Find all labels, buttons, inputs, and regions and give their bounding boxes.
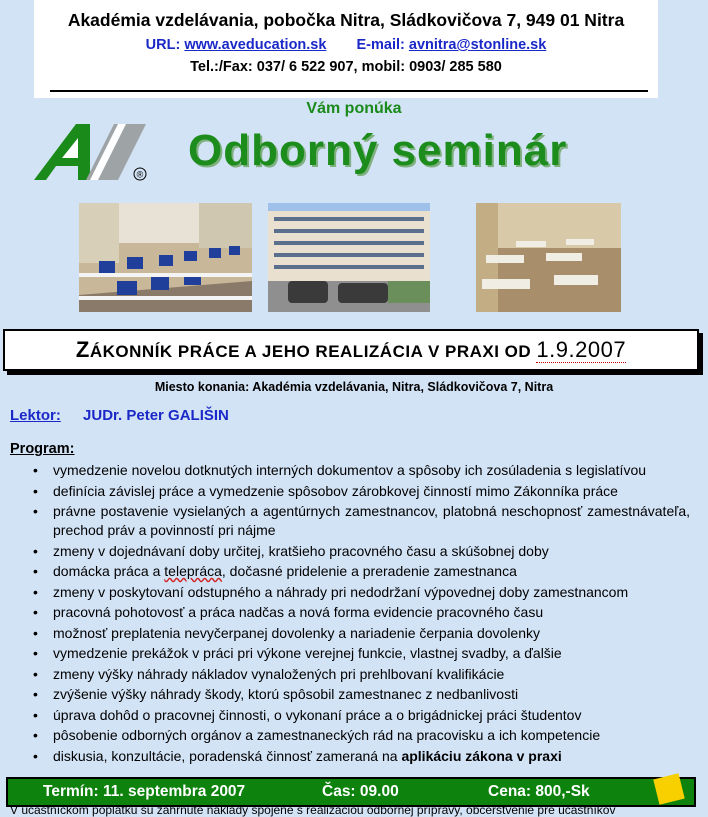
url-link[interactable]: www.aveducation.sk bbox=[184, 37, 327, 53]
header-box bbox=[34, 0, 658, 98]
page-title: Odborný seminár bbox=[188, 126, 568, 175]
list-item: • definícia závislej práce a vymedzenie spôsobov zárobkovej činností mimo Zákonníka práce bbox=[33, 482, 618, 499]
lecturer bbox=[10, 407, 229, 424]
topic-text: ÁKONNÍK PRÁCE A JEHO REALIZÁCIA V PRAXI OD bbox=[89, 342, 537, 361]
seminar-topic bbox=[3, 329, 699, 371]
event-time: Čas: 09.00 bbox=[322, 783, 399, 800]
fee-note: V účastníckom poplatku sú zahrnuté náklady spojené s realizáciou odbornej prípravy, občerstvenie pre účastníkov bbox=[10, 803, 616, 817]
av-logo bbox=[34, 122, 150, 184]
lecturer-label: Lektor: bbox=[10, 407, 61, 424]
list-item: • pracovná pohotovosť a práca nadčas a nová forma evidencie pracovného času bbox=[33, 604, 544, 620]
topic-initial: Z bbox=[75, 337, 90, 362]
phone-line: Tel.:/Fax: 037/ 6 522 907, mobil: 0903/ 285 580 bbox=[190, 59, 502, 75]
building-photo bbox=[268, 203, 430, 312]
registered-mark: ® bbox=[136, 169, 144, 180]
list-item: • vymedzenie prekážok v práci pri výkone verejnej funkcie, vlastnej svadby, a ďalšie bbox=[33, 645, 562, 661]
program-list bbox=[0, 461, 700, 767]
email-link[interactable]: avnitra@stonline.sk bbox=[408, 37, 547, 53]
lecturer-name: JUDr. Peter GALIŠIN bbox=[83, 407, 229, 424]
list-item: • zmeny v dojednávaní doby určitej, kratšieho pracovného času a skúšobnej doby bbox=[33, 542, 549, 559]
venue: Miesto konania: Akadémia vzdelávania, Nitra, Sládkovičova 7, Nitra bbox=[154, 380, 554, 394]
list-item: • vymedzenie novelou dotknutých interných dokumentov a spôsoby ich zosúladenia s legislatívou bbox=[33, 462, 647, 478]
list-item: • pôsobenie odborných orgánov a zamestnaneckých rád na pracovisku a ich kompetencie bbox=[33, 727, 601, 743]
program-heading: Program: bbox=[10, 441, 75, 457]
email-label: E-mail: bbox=[356, 37, 405, 53]
list-item: • diskusia, konzultácie, poradenská činnosť zameraná na aplikáciu zákona v praxi bbox=[33, 747, 562, 764]
lecture-room-photo bbox=[476, 203, 621, 312]
list-item: • právne postavenie vysielaných a agentúrnych zamestnancov, platobná neschopnosť zamestnávateľa, prechod práv a povinností pri nájme bbox=[33, 503, 690, 538]
offer-text: Vám ponúka bbox=[306, 100, 402, 117]
computer-classroom-photo bbox=[79, 203, 252, 312]
contact-line bbox=[34, 37, 658, 53]
list-item: • zmeny výšky náhrady nákladov vynaložených pri prehlbovaní kvalifikácie bbox=[33, 665, 505, 682]
list-item: • zvýšenie výšky náhrady škody, ktorú spôsobil zamestnanec z nedbanlivosti bbox=[33, 686, 519, 702]
list-item: • domácka práca a telepráca, dočasné pridelenie a preradenie zamestnanca bbox=[33, 563, 517, 579]
list-item: • úprava dohôd o pracovnej činnosti, o vykonaní práce a o brigádnickej práci študentov bbox=[33, 706, 582, 723]
event-date: Termín: 11. septembra 2007 bbox=[43, 783, 246, 800]
list-item: • zmeny v poskytovaní odstupného a náhrady pri nedodržaní výpovednej doby zamestnancom bbox=[33, 583, 629, 600]
url-label: URL: bbox=[145, 37, 181, 53]
header-divider bbox=[50, 90, 648, 92]
list-item: • možnosť preplatenia nevyčerpanej dovolenky a nariadenie čerpania dovolenky bbox=[33, 624, 541, 641]
organization-line: Akadémia vzdelávania, pobočka Nitra, Sládkovičova 7, 949 01 Nitra bbox=[67, 10, 625, 30]
event-price: Cena: 800,-Sk bbox=[488, 783, 590, 800]
topic-date: 1.9.2007 bbox=[536, 337, 627, 362]
